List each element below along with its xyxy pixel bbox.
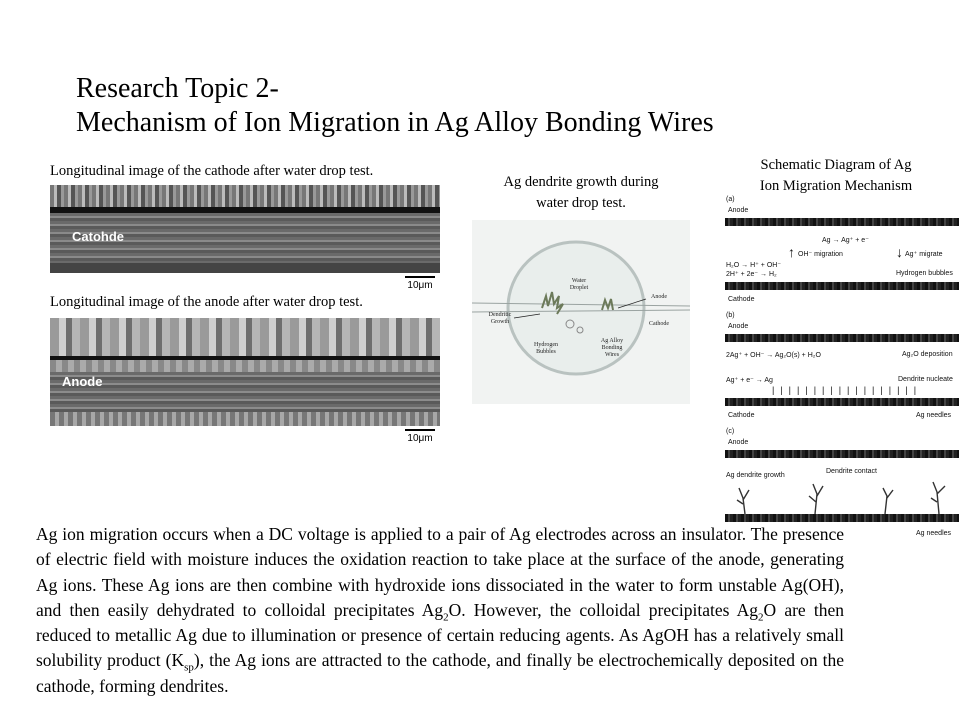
panel-c-anode: Anode [728, 439, 749, 446]
label-cathode: Cathode [649, 321, 669, 327]
label-dendritic-growth: Dendritic Growth [488, 312, 512, 325]
anode-label: Anode [62, 374, 103, 389]
dendrite-caption: Ag dendrite growth during water drop test. [503, 174, 659, 211]
body-paragraph: Ag ion migration occurs when a DC voltage is applied to a pair of Ag electrodes across an insulator. The presence of electric field with moisture induces the oxidation reaction to take place at the surface of the anode, generating Ag ions. These Ag ions are then combine with hydroxide ions dissociated in the water to form unstable Ag(OH), and then easily dehydrated to colloidal precipitates $Ag_2O$. However, the colloidal precipitates $Ag_2O$ are then reduced to metallic Ag due to illumination or presence of certain reducing agents. As AgOH has a relatively small solubility product $(K_{sp})$, the Ag ions are attracted to the cathode, and finally be electrochemically deposited on the cathode, forming dendrites. [36, 524, 844, 696]
panel-b-anode-electrode [725, 334, 959, 342]
anode-sem-image [50, 318, 440, 426]
anode-scale-bar: 10μm [400, 429, 440, 444]
panel-a-reaction-top: Ag → Ag⁺ + e⁻ [822, 237, 869, 244]
panel-b-tag: (b) [726, 312, 735, 319]
cathode-sem-image [50, 185, 440, 273]
needle-marks: |||||||||||||||||| [772, 385, 923, 395]
panel-a-oh-migration: OH⁻ migration [798, 251, 843, 258]
panel-a-hydrogen-bubbles: Hydrogen bubbles [896, 270, 953, 277]
panel-b-cathode-electrode [725, 398, 959, 406]
label-anode: Anode [651, 294, 667, 300]
panel-a-eq2: 2H⁺ + 2e⁻ → H₂ [726, 271, 777, 278]
panel-a-cathode-electrode [725, 282, 959, 290]
anode-caption: Longitudinal image of the anode after water drop test. [50, 294, 363, 310]
panel-a-anode-electrode [725, 218, 959, 226]
panel-a-anode: Anode [728, 207, 749, 214]
panel-a-cathode: Cathode [728, 296, 755, 303]
label-water-droplet: Water Droplet [569, 278, 589, 291]
up-arrow-icon: ↑ [788, 244, 795, 260]
panel-b-eq2: Ag⁺ + e⁻ → Ag [726, 377, 773, 384]
panel-b-cathode: Cathode [728, 412, 755, 419]
dendrite-growth-drawing [725, 478, 959, 516]
panel-c-contact: Dendrite contact [826, 468, 877, 475]
panel-c-needles: Ag needles [916, 530, 952, 537]
panel-b-ag2o: Ag₂O deposition [902, 351, 953, 358]
panel-b-anode: Anode [728, 323, 749, 330]
panel-a-ag-migrate: Ag⁺ migrate [905, 251, 943, 258]
label-hydrogen-bubbles: Hydrogen Bubbles [534, 342, 558, 355]
panel-b-nucleate: Dendrite nucleate [898, 376, 953, 383]
cathode-caption: Longitudinal image of the cathode after water drop test. [50, 163, 374, 179]
cathode-scale-bar: 10μm [400, 276, 440, 291]
water-drop-photo [472, 220, 690, 404]
panel-c-tag: (c) [726, 428, 735, 435]
cathode-label: Catohde [72, 229, 124, 244]
title-line-2: Mechanism of Ion Migration in Ag Alloy Bonding Wires [76, 107, 714, 138]
panel-c-cathode-electrode [725, 514, 959, 522]
panel-c-anode-electrode [725, 450, 959, 458]
label-bonding-wires: Ag Alloy Bonding Wires [600, 338, 624, 358]
title-line-1: Research Topic 2- [76, 73, 279, 104]
panel-b-eq: 2Ag⁺ + OH⁻ → Ag₂O(s) + H₂O [726, 352, 821, 359]
schematic-title: Schematic Diagram of Ag Ion Migration Mechanism [759, 157, 913, 194]
down-arrow-icon: ↓ [896, 244, 903, 260]
page-title [76, 72, 714, 140]
panel-a-eq1: H₂O → H⁺ + OH⁻ [726, 262, 782, 269]
panel-b-needles: Ag needles [916, 412, 952, 419]
panel-a-tag: (a) [726, 196, 735, 203]
panel-c-growth: Ag dendrite growth [726, 472, 785, 479]
